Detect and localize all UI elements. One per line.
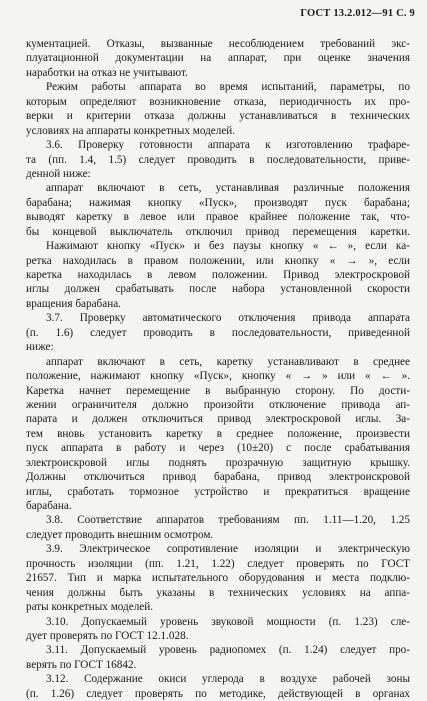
text-line: барабана; нажимая кнопку «Пуск», производят пуск барабана; [26, 196, 410, 209]
text-line: ретка находилась в правом положении, или кнопку « → », если [26, 254, 410, 267]
text-line: Режим работы аппарата во время испытаний, параметры, по [46, 81, 410, 94]
text-line: та (пп. 1.4, 1.5) следует проводить в последовательности, приве- [26, 153, 410, 166]
text-line: Каретка начнет перемещение в выбранную сторону. По дости- [26, 384, 410, 397]
text-line: иглы, сработать тормозное устройство и прекратиться вращение [26, 485, 410, 498]
text-line: электроискровой иглы поднять прозрачную защитную крышку. [26, 456, 410, 469]
text-line: барабана. [26, 500, 72, 512]
text-line: тем вновь установить каретку в среднее положение, произвести [26, 427, 410, 440]
text-line: кументацией. Отказы, вызванные несоблюдением требований экс- [26, 38, 410, 50]
text-line: (п. 1.6) следует проводить в последовательности, приведенной [26, 326, 410, 339]
text-line: ниже: [26, 341, 54, 354]
text-line: 3.7. Проверку автоматического отключения привода аппарата [46, 312, 410, 325]
text-line: верять по ГОСТ 16842. [26, 658, 137, 671]
text-line: 3.8. Соответствие аппаратов требованиям пп. 1.11—1.20, 1.25 [46, 514, 410, 527]
text-line: каретка находилась в левом положении. Привод электроскровой [26, 269, 410, 281]
text-line: дует проверять по ГОСТ 12.1.028. [26, 629, 189, 642]
text-line: 3.10. Допускаемый уровень звуковой мощности (п. 1.23) сле- [46, 615, 410, 628]
text-line: раты конкретных моделей. [26, 601, 154, 614]
document-body [26, 37, 410, 701]
text-line: бы концевой выключатель отключил привод перемещения каретки. [26, 225, 410, 238]
text-line: выводят каретку в левое или правое крайнее положение так, что- [26, 211, 410, 224]
text-line: 3.11. Допускаемый уровень радиопомех (п. 1.24) следует про- [46, 644, 410, 657]
text-line: условиях на аппараты конкретных моделей. [26, 124, 236, 137]
text-line: 21657. Тип и марка испытательного оборудования и места подклю- [26, 572, 410, 585]
text-line: положение, нажимают кнопку «Пуск», кнопку « → » или « ← ». [26, 370, 410, 383]
text-line: которым определяют возникновение отказа, периодичность их про- [26, 95, 410, 108]
text-line: 3.12. Содержание окиси углерода в воздухе рабочей зоны [46, 673, 410, 686]
text-line: верки и критерии отказа должны устанавливаться в технических [26, 110, 410, 123]
text-line: следует проводить внешним осмотром. [26, 528, 214, 541]
text-line: Должны отключиться привод барабана, привод электроискровой [26, 471, 410, 484]
page-header: ГОСТ 13.2.012—91 С. 9 [300, 8, 415, 19]
text-line: вращения барабана. [26, 297, 121, 310]
text-line: пуск аппарата в работу и через (10±20) с после срабатывания [26, 442, 410, 455]
text-line: Нажимают кнопку «Пуск» и без паузы кнопку « ← », если кa- [46, 240, 410, 253]
text-line: чения должны быть указаны в технических условиях на аппа- [26, 586, 410, 599]
text-line: плуатационной документации на аппарат, при оценке значения [26, 52, 410, 65]
text-line: 3.9. Электрическое сопротивление изоляции и электрическую [46, 543, 410, 556]
text-line: наработки на отказ не учитывают. [26, 66, 188, 79]
text-line: аппарат включают в сеть, устанавливая различные положения [46, 182, 410, 195]
text-line: аппарат включают в сеть, каретку устанавливают в среднее [46, 355, 410, 368]
text-line: 3.6. Проверку готовности аппарата к изготовлению трафаре- [46, 139, 410, 152]
text-line: парата и должен отключиться привод электроскровой иглы. За- [26, 413, 410, 426]
text-line: (п. 1.26) следует проверять по методике, действующей в органах [26, 687, 410, 700]
text-line: иглы должен срабатывать после набора установленной скорости [26, 283, 410, 296]
text-line: жении ограничителя должно произойти отключение привода ап- [26, 398, 410, 411]
text-line: прочность изоляции (пп. 1.21, 1.22) следует проверять по ГОСТ [26, 557, 410, 570]
text-line: денной ниже: [26, 167, 91, 180]
